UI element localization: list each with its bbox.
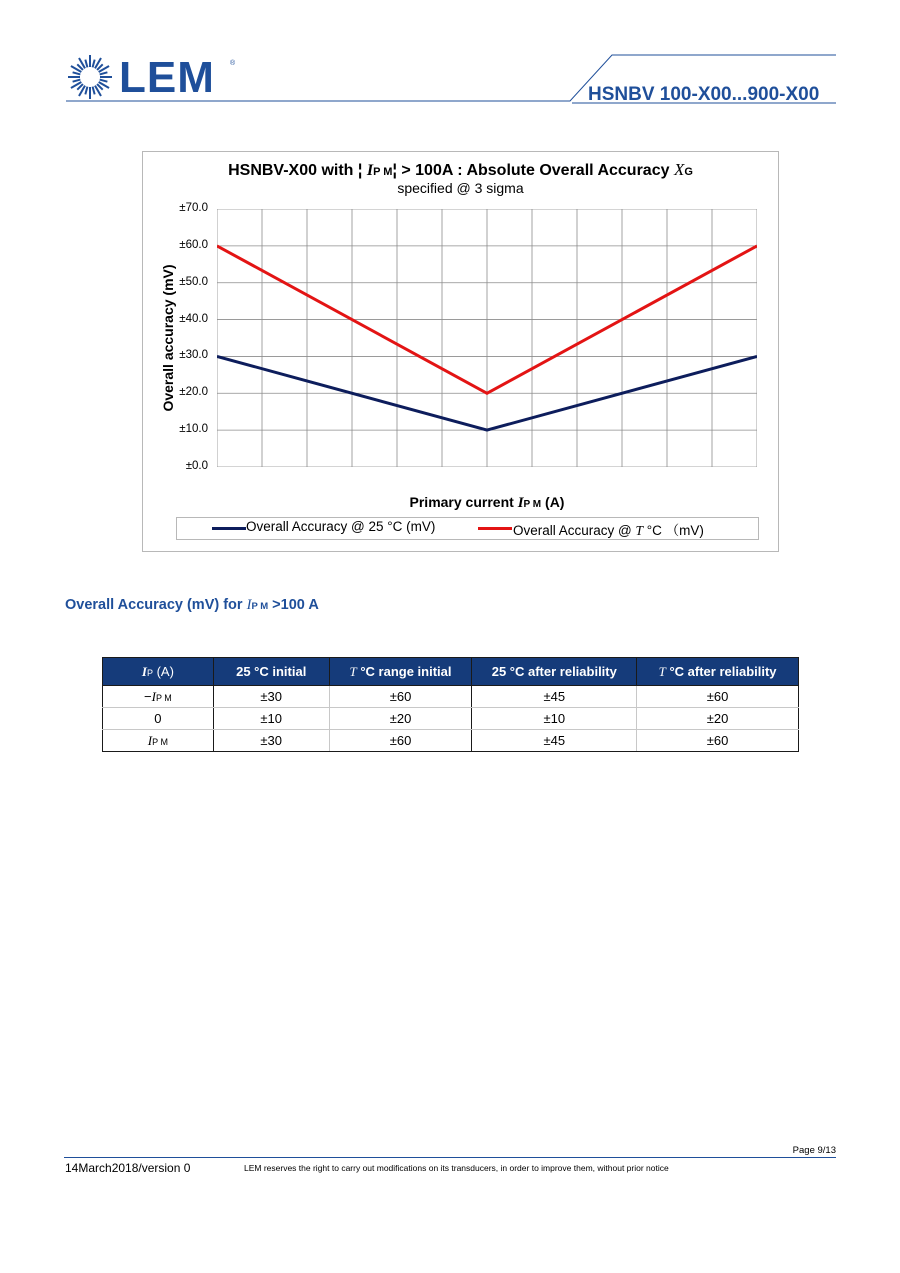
footer-rule <box>64 1157 836 1158</box>
legend-label-t-suffix: °C （mV) <box>643 523 704 538</box>
section-heading <box>65 597 319 614</box>
table-header-t-range-initial <box>329 658 472 686</box>
x-axis-label-symbol: I <box>517 495 524 511</box>
header-ip-symbol: I <box>141 663 147 679</box>
row-label <box>103 686 214 708</box>
row-label <box>103 730 214 752</box>
table-cell: ±60 <box>637 686 799 708</box>
y-tick-label: ±10.0 <box>179 423 208 435</box>
chart-subtitle: specified @ 3 sigma <box>397 180 524 196</box>
header-t-symbol-2: T <box>658 663 666 679</box>
legend-label-t-symbol: T <box>635 523 644 538</box>
table-cell: ±60 <box>329 730 472 752</box>
chart-title-x-sub: G <box>684 166 693 178</box>
x-axis-label-sub: P M <box>523 499 542 510</box>
footer-date-version: 14March2018/version 0 <box>65 1161 191 1175</box>
table-cell: ±45 <box>472 730 637 752</box>
x-axis-label-suffix: (A) <box>541 494 565 510</box>
footer-notice: LEM reserves the right to carry out modifications on its transducers, in order to improve them, without prior notice <box>244 1163 669 1173</box>
y-tick-label: ±20.0 <box>179 386 208 398</box>
row-label-prefix: − <box>144 688 152 704</box>
x-axis-label-prefix: Primary current <box>409 494 518 510</box>
table-row <box>103 708 799 730</box>
table-cell: ±10 <box>213 708 329 730</box>
legend-label-t-prefix: Overall Accuracy @ <box>513 523 636 538</box>
chart-title-x-symbol: X <box>673 160 685 179</box>
table-cell: ±45 <box>472 686 637 708</box>
y-tick-label: ±0.0 <box>185 460 208 472</box>
chart-plot-area <box>217 209 757 467</box>
chart-title-symbol: I <box>366 162 374 179</box>
table-header-t-after-reliability <box>637 658 799 686</box>
y-tick-label: ±50.0 <box>179 276 208 288</box>
chart-title <box>142 160 779 180</box>
row-label-symbol: I <box>147 732 153 748</box>
chart-title-prefix: HSNBV-X00 with <box>228 162 358 179</box>
section-heading-prefix: Overall Accuracy (mV) for <box>65 597 247 613</box>
row-label-sub: P M <box>155 692 172 703</box>
row-label-symbol: I <box>151 688 156 704</box>
table-header-row <box>103 658 799 686</box>
table-row <box>103 686 799 708</box>
lem-logo-text: LEM <box>119 53 215 102</box>
document-title: HSNBV 100-X00...900-X00 <box>588 84 820 105</box>
section-heading-suffix: >100 A <box>268 597 319 613</box>
table-cell: ±60 <box>329 686 472 708</box>
table-header-25c-after-reliability: 25 °C after reliability <box>472 658 637 686</box>
y-tick-label: ±70.0 <box>179 202 208 214</box>
x-axis-label <box>217 494 757 512</box>
header-ip-sub: P <box>146 667 153 678</box>
y-tick-label: ±40.0 <box>179 313 208 325</box>
table-row <box>103 730 799 752</box>
chart-title-bar-left: ¦ <box>357 162 363 179</box>
table-header-ip <box>103 658 214 686</box>
header-ip-suffix: (A) <box>152 663 174 679</box>
table-cell: ±10 <box>472 708 637 730</box>
table-cell: ±20 <box>637 708 799 730</box>
legend-label-t <box>513 519 704 539</box>
page-number: Page 9/13 <box>792 1145 836 1156</box>
table-cell: ±30 <box>213 730 329 752</box>
chart-title-middle: > 100A : Absolute Overall Accuracy <box>396 162 674 179</box>
y-tick-label: ±60.0 <box>179 239 208 251</box>
header-t-after-suffix: °C after reliability <box>665 663 777 679</box>
table-cell: ±30 <box>213 686 329 708</box>
chart-title-bar-right: ¦ <box>392 162 397 179</box>
section-heading-symbol: I <box>246 597 252 613</box>
y-axis-label: Overall accuracy (mV) <box>160 264 176 412</box>
legend-line-25c <box>212 527 246 530</box>
table-cell: ±60 <box>637 730 799 752</box>
legend-label-25c: Overall Accuracy @ 25 °C (mV) <box>246 519 436 534</box>
table-cell: ±20 <box>329 708 472 730</box>
header-t-symbol: T <box>349 663 357 679</box>
chart-title-symbol-sub: P M <box>373 166 393 178</box>
registered-mark: ® <box>230 60 236 67</box>
row-label: 0 <box>103 708 214 730</box>
section-heading-sub: P M <box>251 601 269 612</box>
y-tick-label: ±30.0 <box>179 349 208 361</box>
header-t-range-suffix: °C range initial <box>356 663 452 679</box>
table-header-25c-initial: 25 °C initial <box>213 658 329 686</box>
row-label-sub: P M <box>152 736 168 747</box>
legend-line-t <box>478 527 512 530</box>
accuracy-table <box>102 657 799 752</box>
